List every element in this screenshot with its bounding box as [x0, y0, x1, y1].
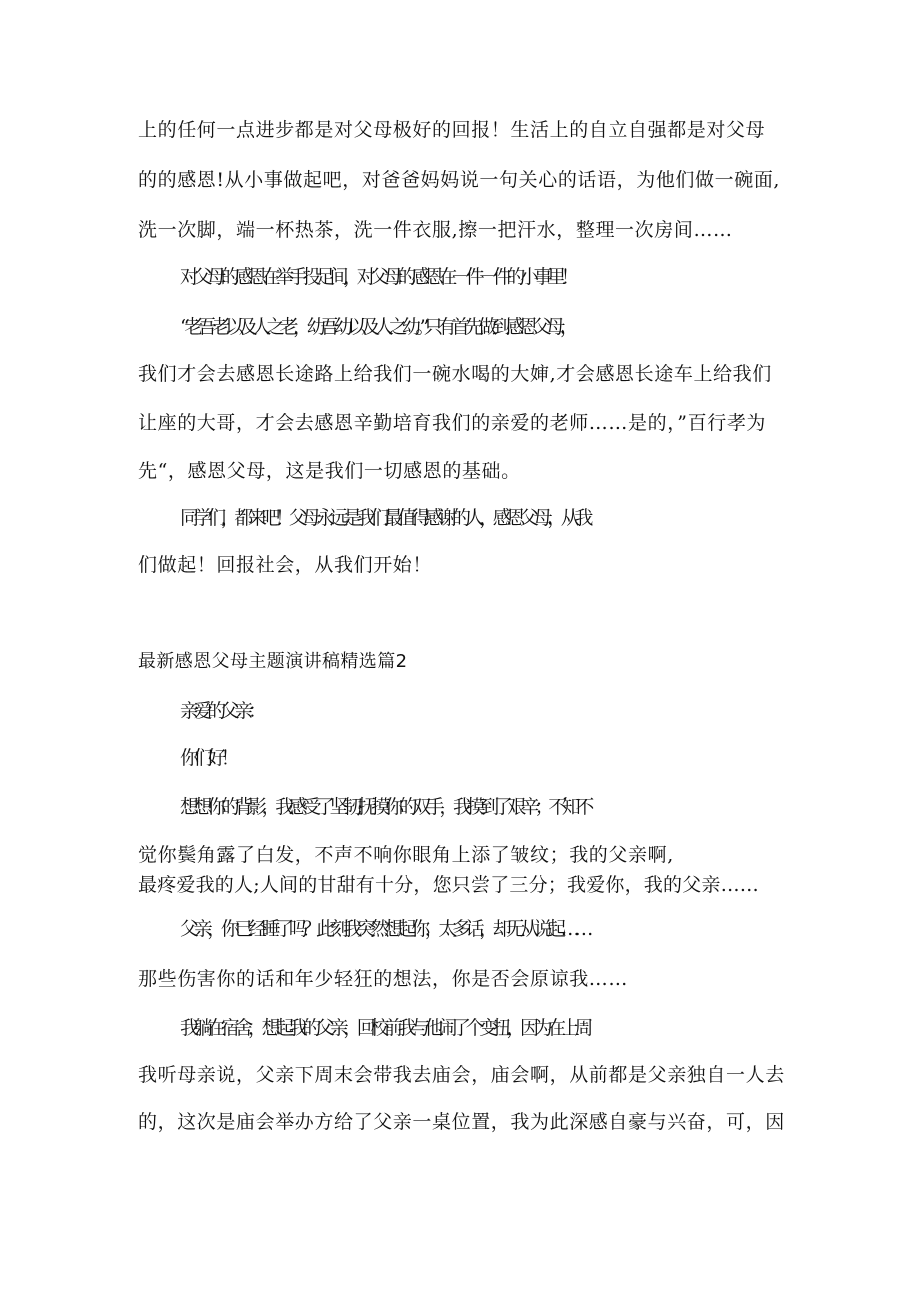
paragraph-line: 我听母亲说，父亲下周末会带我去庙会，庙会啊，从前都是父亲独自一人去: [138, 1064, 785, 1086]
paragraph-line: 对父母的感恩在举手投足间，对父母的感恩在一件一件的小事里！: [180, 266, 575, 288]
paragraph-line: 的，这次是庙会举办方给了父亲一桌位置，我为此深感自豪与兴奋，可，因: [138, 1111, 785, 1133]
paragraph-line: 上的任何一点进步都是对父母极好的回报！生活上的自立自强都是对父母: [138, 119, 766, 141]
paragraph-line: 同学们，都来吧！父母永远是我们最值得感谢的人，感恩父母，从我: [180, 507, 589, 529]
paragraph-line: 我们才会去感恩长途路上给我们一碗水喝的大婶,才会感恩长途车上给我们: [138, 363, 772, 385]
paragraph-line: 先“，感恩父母，这是我们一切感恩的基础。: [138, 460, 521, 482]
paragraph-line: 最疼爱我的人;人间的甘甜有十分，您只尝了三分；我爱你，我的父亲……: [138, 874, 760, 896]
section-heading: 最新感恩父母主题演讲稿精选篇2: [138, 651, 408, 672]
greeting: 你们好！: [180, 747, 235, 769]
paragraph-line: 想想你的背影，我感受了坚韧;抚摸你的双手，我摸到了艰辛；不知不: [180, 796, 590, 818]
paragraph-line: 让座的大哥，才会去感恩辛勤培育我们的亲爱的老师……是的，”百行孝为: [138, 412, 767, 434]
paragraph-line: 们做起！回报社会，从我们开始！: [138, 554, 433, 576]
salutation: 亲爱的父亲：: [180, 700, 262, 722]
paragraph-line: 的的感恩!从小事做起吧，对爸爸妈妈说一句关心的话语，为他们做一碗面,: [138, 169, 781, 191]
paragraph-line: “老吾老以及人之老，幼吾幼以及人之幼。”只有首先做到感恩父母，: [180, 316, 574, 338]
paragraph-line: 那些伤害你的话和年少轻狂的想法，你是否会原谅我……: [138, 968, 629, 990]
paragraph-line: 洗一次脚，端一杯热茶，洗一件衣服,擦一把汗水，整理一次房间……: [138, 219, 733, 241]
paragraph-line: 我躺在宿舍，想起我的父亲，回校前我与他闹了个变扭，因为在上周: [180, 1017, 589, 1039]
paragraph-line: 觉你鬓角露了白发，不声不响你眼角上添了皱纹；我的父亲啊,: [138, 844, 674, 866]
paragraph-line: 父亲，你已经睡了吗？此刻我突然想起你，太多话，却无从说起……: [180, 918, 589, 940]
